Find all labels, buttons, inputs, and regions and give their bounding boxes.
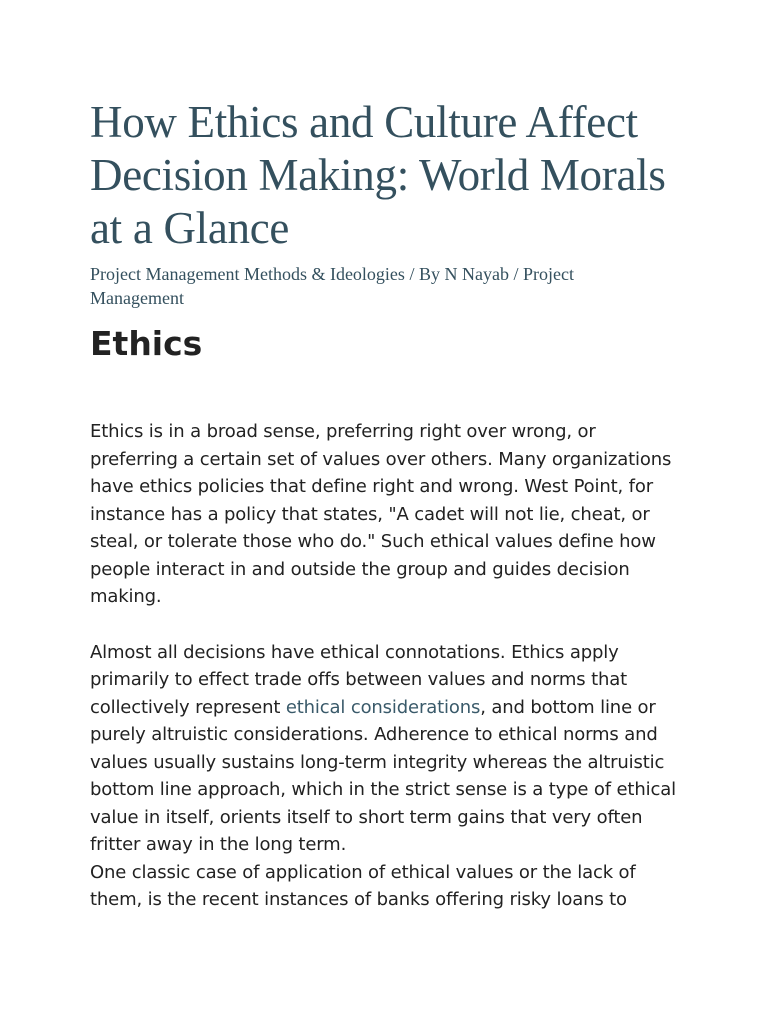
paragraph-ethical-connotations: [90, 639, 680, 859]
article-title: How Ethics and Culture Affect Decision Making: World Morals at a Glance: [90, 97, 666, 253]
author-link[interactable]: N Nayab: [444, 264, 509, 284]
by-label: By: [418, 264, 445, 284]
paragraph-text: Almost all decisions have ethical connotations. Ethics apply primarily to effect trade offs between values and norms that collectively represent: [90, 641, 628, 718]
article-meta: [90, 262, 650, 310]
paragraph-classic-case: One classic case of application of ethical values or the lack of them, is the recent instances of banks offering risky loans to: [90, 861, 636, 910]
ethical-considerations-link[interactable]: ethical considerations: [285, 696, 481, 718]
meta-separator: /: [404, 264, 419, 284]
paragraph-text: , and bottom line or purely altruistic considerations. Adherence to ethical norms and values usually sustains long-term integrity whereas the altruistic bottom line approach, which in the strict sense is a type of ethical value in itself, orients itself to short term gains that very often fritter away in the long term.: [90, 696, 676, 855]
paragraph-ethics-definition: Ethics is in a broad sense, preferring right over wrong, or preferring a certain set of values over others. Many organizations have ethics policies that define right and wrong. West Point, for instance has a policy that states, "A cadet will not lie, cheat, or steal, or tolerate those who do." Such ethical values define how people interact in and outside the group and guides decision making.: [90, 421, 672, 607]
category-link[interactable]: Project Management Methods & Ideologies: [90, 264, 405, 284]
meta-separator: /: [508, 264, 523, 284]
article: [90, 96, 690, 914]
section-link[interactable]: Project Management: [90, 264, 574, 308]
section-heading: Ethics: [90, 324, 203, 363]
